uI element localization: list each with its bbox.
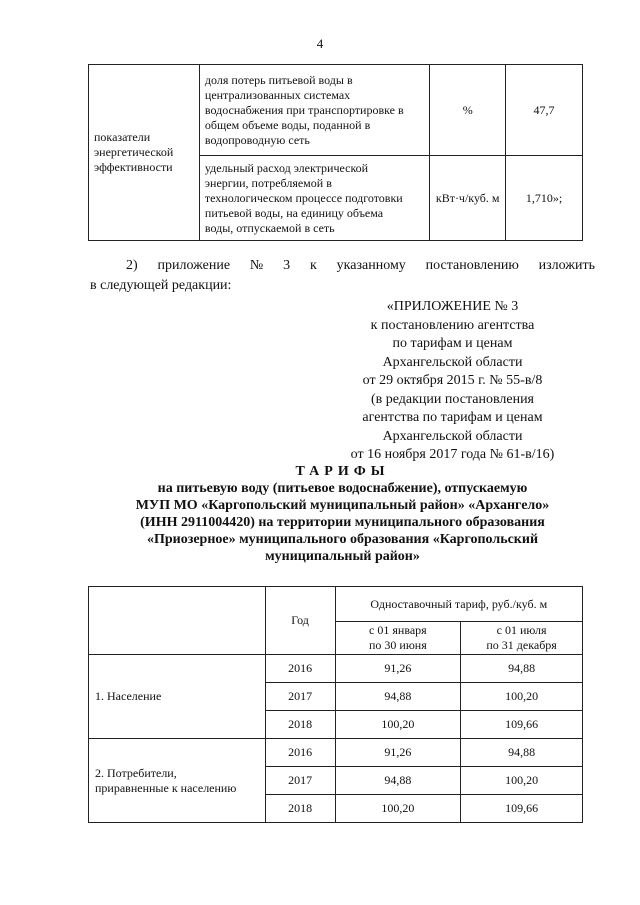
year-cell: 2016 [265, 655, 335, 683]
tariff-cell: 94,88 [335, 767, 461, 795]
tariff-cell: 100,20 [461, 683, 583, 711]
indicator-unit: кВт·ч/куб. м [430, 156, 506, 241]
tariff-cell: 94,88 [335, 683, 461, 711]
indicator-description: доля потерь питьевой воды в централизованных системах водоснабжения при транспортировке в общем объеме воды, поданной в водопроводную сеть [199, 65, 429, 156]
year-cell: 2017 [265, 683, 335, 711]
period-second-half: с 01 июля по 31 декабря [461, 622, 583, 655]
tariff-header: Одноставочный тариф, руб./куб. м [335, 587, 582, 622]
energy-efficiency-table [88, 64, 583, 241]
table-row [89, 655, 583, 683]
empty-header-cell [89, 587, 266, 655]
tariff-cell: 91,26 [335, 739, 461, 767]
consumer-group-label: 1. Население [89, 655, 266, 739]
year-cell: 2017 [265, 767, 335, 795]
indicator-description: удельный расход электрической энергии, потребляемой в технологическом процессе подготовки питьевой воды, на единицу объема воды, отпускаемой в сеть [199, 156, 429, 241]
indicator-value: 47,7 [506, 65, 583, 156]
indicator-unit: % [430, 65, 506, 156]
tariffs-title: ТАРИФЫ на питьевую воду (питьевое водоснабжение), отпускаемую МУП МО «Каргопольский муниципальный район» «Архангело» (ИНН 2911004420) на территории муниципального образования «Приозерное» муниципального образования «Каргопольский муниципальный район» [90, 463, 595, 565]
paragraph-line-1: 2) приложение № 3 к указанному постановлению изложить [126, 258, 595, 273]
tariff-cell: 109,66 [461, 711, 583, 739]
year-cell: 2018 [265, 795, 335, 823]
consumer-group-label: 2. Потребители, приравненные к населению [89, 739, 266, 823]
tariff-cell: 91,26 [335, 655, 461, 683]
appendix-header: «ПРИЛОЖЕНИЕ № 3 к постановлению агентства по тарифам и ценам Архангельской области от 29 октября 2015 г. № 55-в/8 (в редакции постановления агентства по тарифам и ценам Архангельской области от 16 ноября 2017 года № 61-в/16) [350, 299, 555, 462]
tariff-cell: 100,20 [461, 767, 583, 795]
tariff-table [88, 586, 583, 823]
tariff-cell: 109,66 [461, 795, 583, 823]
paragraph-line-2: в следующей редакции: [90, 278, 232, 293]
title-heading: ТАРИФЫ [295, 464, 390, 479]
page-number: 4 [316, 36, 324, 51]
table-row [89, 739, 583, 767]
tariff-cell: 94,88 [461, 655, 583, 683]
tariff-cell: 100,20 [335, 711, 461, 739]
table-header-row [89, 587, 583, 622]
indicator-category: показатели энергетической эффективности [89, 65, 200, 241]
tariff-cell: 100,20 [335, 795, 461, 823]
table-row [89, 65, 583, 156]
year-cell: 2018 [265, 711, 335, 739]
indicator-value: 1,710»; [506, 156, 583, 241]
year-header: Год [265, 587, 335, 655]
year-cell: 2016 [265, 739, 335, 767]
period-first-half: с 01 января по 30 июня [335, 622, 461, 655]
amendment-paragraph [90, 256, 595, 296]
tariff-cell: 94,88 [461, 739, 583, 767]
